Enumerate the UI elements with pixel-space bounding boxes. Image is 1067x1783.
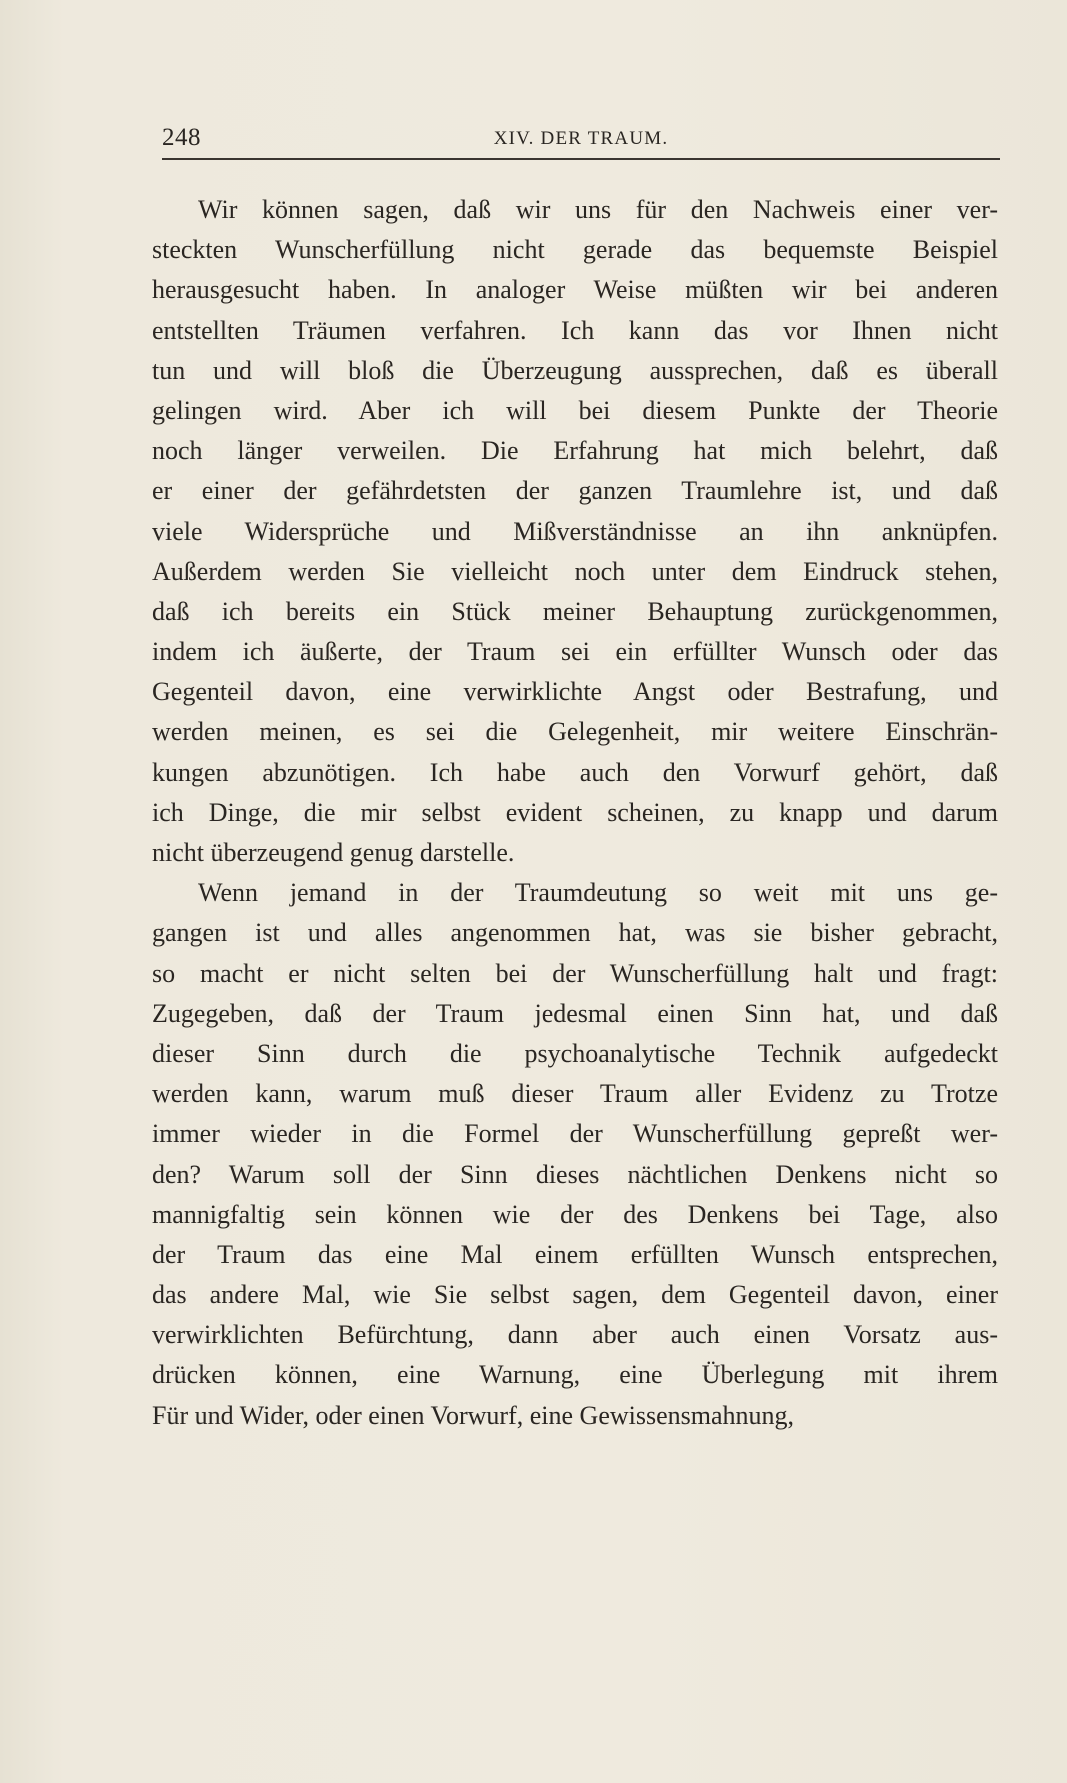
text-line: er einer der gefährdetsten der ganzen Traumlehre ist, und daß (152, 476, 998, 506)
text-line: tun und will bloß die Überzeugung aussprechen, daß es überall (152, 355, 998, 385)
text-line: Wir können sagen, daß wir uns für den Nachweis einer ver- (198, 195, 998, 224)
text-line: entstellten Träumen verfahren. Ich kann das vor Ihnen nicht (152, 315, 998, 345)
text-line: dieser Sinn durch die psychoanalytische Technik aufgedeckt (152, 1038, 998, 1068)
text-line: verwirklichten Befürchtung, dann aber auch einen Vorsatz aus- (152, 1320, 998, 1350)
text-line: ich Dinge, die mir selbst evident scheinen, zu knapp und darum (152, 797, 998, 827)
text-line: Außerdem werden Sie vielleicht noch unter dem Eindruck stehen, (152, 556, 998, 586)
page-header (162, 124, 1000, 160)
text-line: Gegenteil davon, eine verwirklichte Angst oder Bestrafung, und (152, 677, 998, 707)
text-line: gangen ist und alles angenommen hat, was sie bisher gebracht, (152, 918, 998, 948)
text-line: nicht überzeugend genug darstelle. (152, 838, 515, 867)
paragraph (152, 190, 998, 873)
text-line: herausgesucht haben. In analoger Weise müßten wir bei anderen (152, 275, 998, 305)
text-line: immer wieder in die Formel der Wunscherfüllung gepreßt wer- (152, 1119, 998, 1149)
text-line: drücken können, eine Warnung, eine Überlegung mit ihrem (152, 1360, 998, 1390)
text-line: Zugegeben, daß der Traum jedesmal einen Sinn hat, und daß (152, 998, 998, 1028)
text-line: indem ich äußerte, der Traum sei ein erfüllter Wunsch oder das (152, 637, 998, 667)
text-line: das andere Mal, wie Sie selbst sagen, dem Gegenteil davon, einer (152, 1280, 998, 1310)
text-line: der Traum das eine Mal einem erfüllten Wunsch entsprechen, (152, 1239, 998, 1269)
text-line: steckten Wunscherfüllung nicht gerade das bequemste Beispiel (152, 235, 998, 265)
text-line: werden kann, warum muß dieser Traum aller Evidenz zu Trotze (152, 1079, 998, 1109)
text-line: Für und Wider, oder einen Vorwurf, eine Gewissensmahnung, (152, 1400, 795, 1430)
text-line: viele Widersprüche und Mißverständnisse an ihn anknüpfen. (152, 516, 998, 546)
page-number: 248 (162, 124, 201, 151)
running-head: XIV. DER TRAUM. (493, 128, 669, 149)
text-line: werden meinen, es sei die Gelegenheit, mir weitere Einschrän- (152, 717, 998, 747)
paragraph (152, 873, 998, 1436)
text-line: so macht er nicht selten bei der Wunscherfüllung halt und fragt: (152, 958, 998, 988)
text-line: daß ich bereits ein Stück meiner Behauptung zurückgenommen, (152, 596, 998, 626)
body-text (152, 190, 998, 1436)
text-line: noch länger verweilen. Die Erfahrung hat mich belehrt, daß (152, 436, 998, 466)
text-line: mannigfaltig sein können wie der des Denkens bei Tage, also (152, 1199, 998, 1229)
text-line: den? Warum soll der Sinn dieses nächtlichen Denkens nicht so (152, 1159, 998, 1189)
text-line: Wenn jemand in der Traumdeutung so weit mit uns ge- (198, 878, 998, 908)
text-line: gelingen wird. Aber ich will bei diesem Punkte der Theorie (152, 395, 998, 425)
paragraphs (152, 190, 998, 1436)
text-line: kungen abzunötigen. Ich habe auch den Vorwurf gehört, daß (152, 757, 998, 787)
